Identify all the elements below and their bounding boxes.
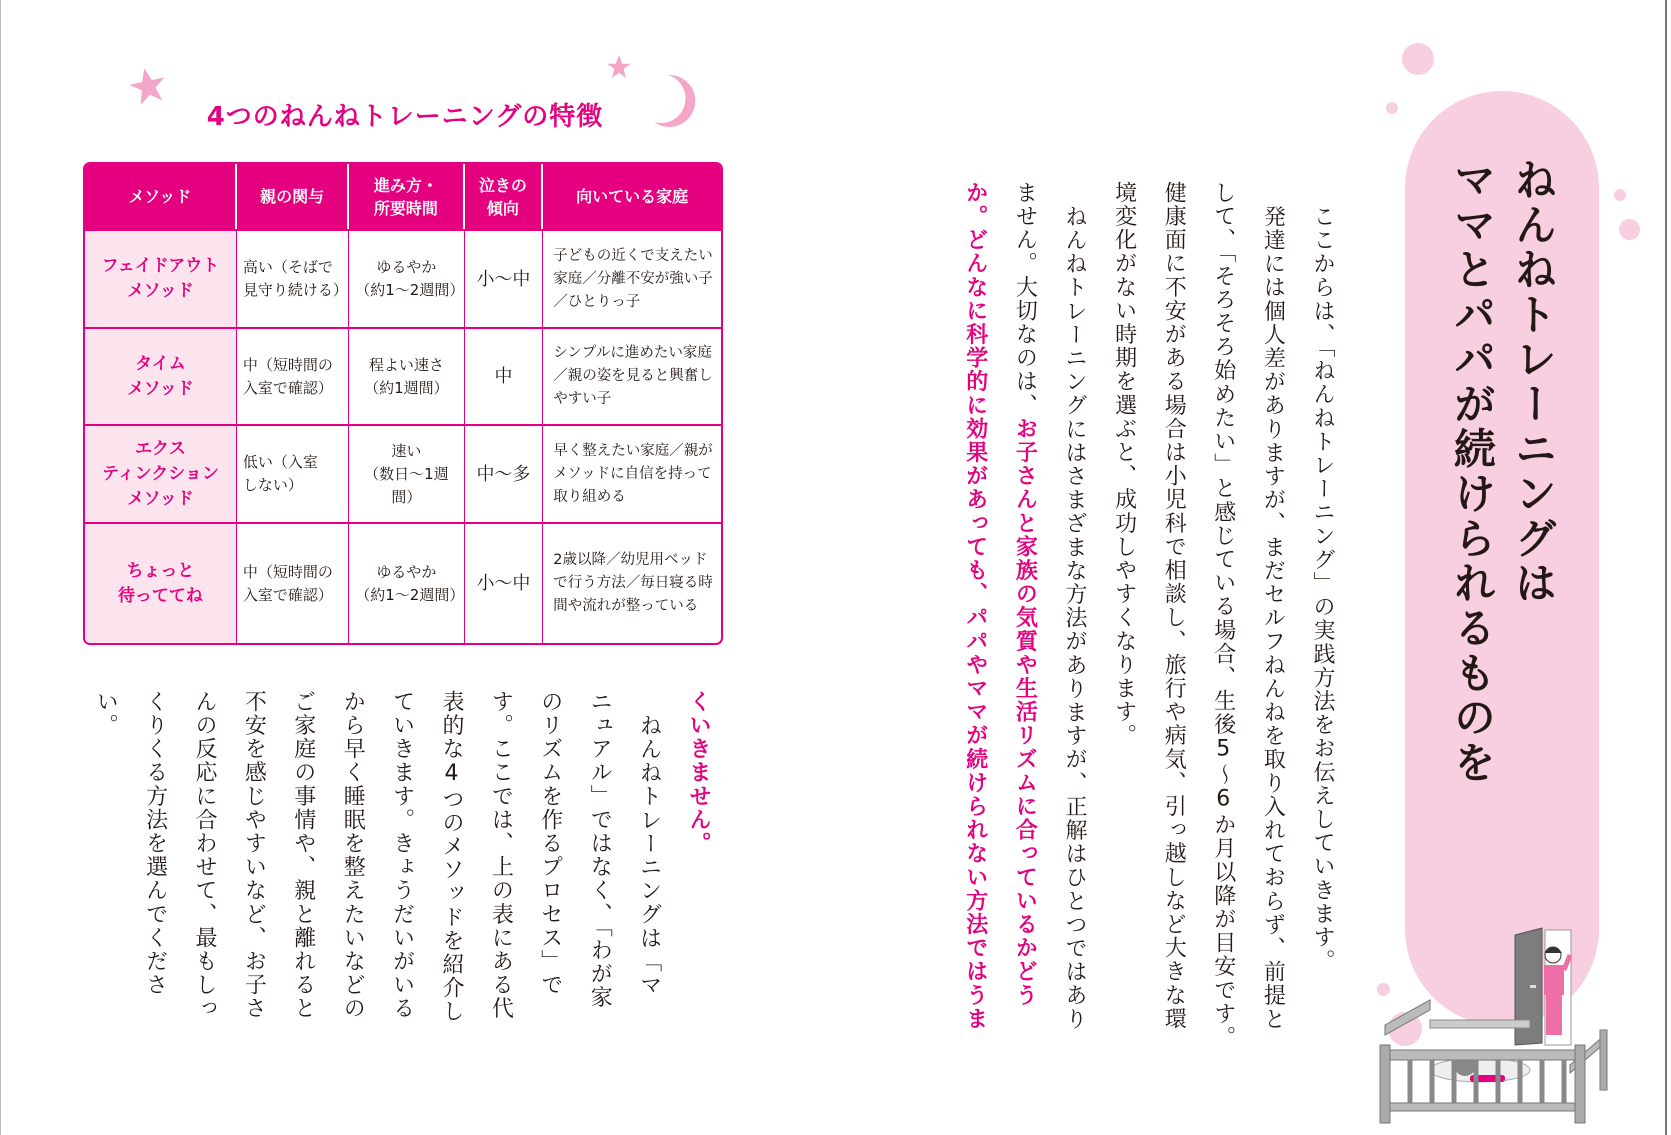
page-edge-left xyxy=(0,0,1,1135)
crying-cell: 中〜多 xyxy=(465,424,544,522)
header-label: メソッド xyxy=(128,187,192,206)
suited-cell: 2歳以降／幼児用ベッドで行う方法／毎日寝る時間や流れが整っている xyxy=(543,522,721,643)
table-title: 4つのねんねトレーニングの特徴 xyxy=(206,102,604,132)
table-row xyxy=(85,327,721,424)
decor-dot xyxy=(1619,219,1640,240)
header-suited xyxy=(543,164,721,229)
text-column xyxy=(686,690,710,855)
header-involvement xyxy=(237,164,349,229)
table-row xyxy=(85,229,721,327)
moon-icon xyxy=(650,72,698,128)
method-cell: エクス ティンクション メソッド xyxy=(85,424,237,522)
text-column xyxy=(340,690,364,1020)
involvement-cell: 中（短時間の 入室で確認） xyxy=(237,327,349,424)
decor-dot xyxy=(1614,189,1626,201)
body-text: ご家庭の事情や、親と離れると xyxy=(290,690,316,1021)
body-text: ていきます。きょうだいがいる xyxy=(389,690,415,1021)
involvement-cell: 中（短時間の 入室で確認） xyxy=(237,522,349,643)
pace-cell: ゆるやか （約1〜2週間） xyxy=(349,229,464,327)
text-column xyxy=(587,690,611,1009)
crib-illustration xyxy=(1370,925,1610,1125)
star-icon xyxy=(606,54,632,80)
text-column xyxy=(1112,181,1136,747)
method-cell: タイム メソッド xyxy=(85,327,237,424)
text-column xyxy=(1012,181,1036,1007)
involvement-cell: 高い（そばで 見守り続ける） xyxy=(237,229,349,327)
body-text: 健康面に不安がある場合は小児科で相談し、旅行や病気、引っ越しなど大きな環 xyxy=(1161,181,1187,1031)
emphasized-text: くいきません。 xyxy=(686,690,711,856)
star-icon xyxy=(128,66,168,106)
text-column xyxy=(538,690,562,997)
table-row xyxy=(85,424,721,522)
text-column xyxy=(241,690,265,1020)
text-column xyxy=(93,690,117,737)
body-text: ニュアル」ではなく、「わが家 xyxy=(587,690,613,1010)
text-column xyxy=(291,690,315,1020)
body-text: から早く睡眠を整えたいなどの xyxy=(340,690,366,1021)
body-text: 発達には個人差がありますが、まだセルフねんねを取り入れておらず、前提と xyxy=(1260,204,1286,1031)
crying-cell: 小〜中 xyxy=(465,522,544,643)
text-column xyxy=(963,181,987,1031)
methods-comparison-table xyxy=(83,162,723,645)
text-column xyxy=(143,690,167,997)
body-text: 表的な4つのメソッドを紹介し xyxy=(439,690,464,1024)
involvement-cell: 低い（入室 しない） xyxy=(237,424,349,522)
text-column xyxy=(439,690,463,1023)
body-text: ここからは、「ねんねトレーニング」の実践方法をお伝えしていきます。 xyxy=(1310,204,1335,973)
method-cell: ちょっと 待っててね xyxy=(85,522,237,643)
heading-line-1: ねんねトレーニングは xyxy=(1509,158,1558,606)
body-text: い。 xyxy=(93,690,119,738)
text-column xyxy=(488,690,512,1020)
pace-cell: 程よい速さ （約1週間） xyxy=(349,327,464,424)
table-header-row xyxy=(85,164,721,229)
header-method xyxy=(85,164,237,229)
suited-cell: 早く整えたい家庭／親がメソッドに自信を持って取り組める xyxy=(543,424,721,522)
decor-dot xyxy=(1402,43,1434,75)
header-label: 向いている家庭 xyxy=(576,187,689,206)
text-column xyxy=(1310,205,1334,973)
method-cell: フェイドアウト メソッド xyxy=(85,229,237,327)
suited-cell: シンプルに進めたい家庭／親の姿を見ると興奮しやすい子 xyxy=(543,327,721,424)
text-column xyxy=(390,690,414,1020)
heading-line-2: ママとパパが続けられるものを xyxy=(1448,158,1497,786)
text-column xyxy=(192,690,216,1020)
body-text: して、「そろそろ始めたい」と感じている場合、生後5〜6か月以降が目安です。 xyxy=(1210,181,1236,1050)
text-column xyxy=(1062,205,1086,1031)
pace-cell: ゆるやか （約1〜2週間） xyxy=(349,522,464,643)
header-label: 親の関与 xyxy=(260,187,325,206)
header-label: 進み方・ 所要時間 xyxy=(373,175,438,218)
body-text: のリズムを作るプロセス」で xyxy=(537,690,563,997)
heading-box xyxy=(1405,91,1599,1026)
header-label: 泣きの 傾向 xyxy=(478,175,527,218)
emphasized-text: か。どんなに科学的に効果があっても、パパやママが続けられない方法ではうま xyxy=(962,181,988,1031)
crying-cell: 中 xyxy=(465,327,544,424)
body-text: 境変化がない時期を選ぶと、成功しやすくなります。 xyxy=(1111,181,1137,748)
body-text: ねんねトレーニングにはさまざまな方法がありますが、正解はひとつではあり xyxy=(1062,204,1087,1031)
table-row xyxy=(85,522,721,643)
text-column xyxy=(1161,181,1185,1031)
body-text: 不安を感じやすいなど、お子さ xyxy=(241,690,267,1021)
decor-dot xyxy=(1386,102,1398,114)
body-text: くりくる方法を選んでくださ xyxy=(142,690,168,997)
crying-cell: 小〜中 xyxy=(465,229,544,327)
suited-cell: 子どもの近くで支えたい家庭／分離不安が強い子／ひとりっ子 xyxy=(543,229,721,327)
body-text: んの反応に合わせて、最もしっ xyxy=(192,690,217,1021)
header-crying xyxy=(465,164,544,229)
pace-cell: 速い （数日〜1週間） xyxy=(349,424,464,522)
body-text: ません。大切なのは、 xyxy=(1012,181,1038,417)
emphasized-text: お子さんと家族の気質や生活リズムに合っているかどう xyxy=(1012,417,1038,1007)
page-edge-right xyxy=(1665,0,1667,1135)
text-column xyxy=(637,714,661,997)
text-column xyxy=(1211,181,1235,1049)
body-text: ねんねトレーニングは「マ xyxy=(636,713,662,997)
body-text: す。ここでは、上の表にある代 xyxy=(488,690,514,1021)
header-pace xyxy=(349,164,464,229)
text-column xyxy=(1260,205,1284,1031)
